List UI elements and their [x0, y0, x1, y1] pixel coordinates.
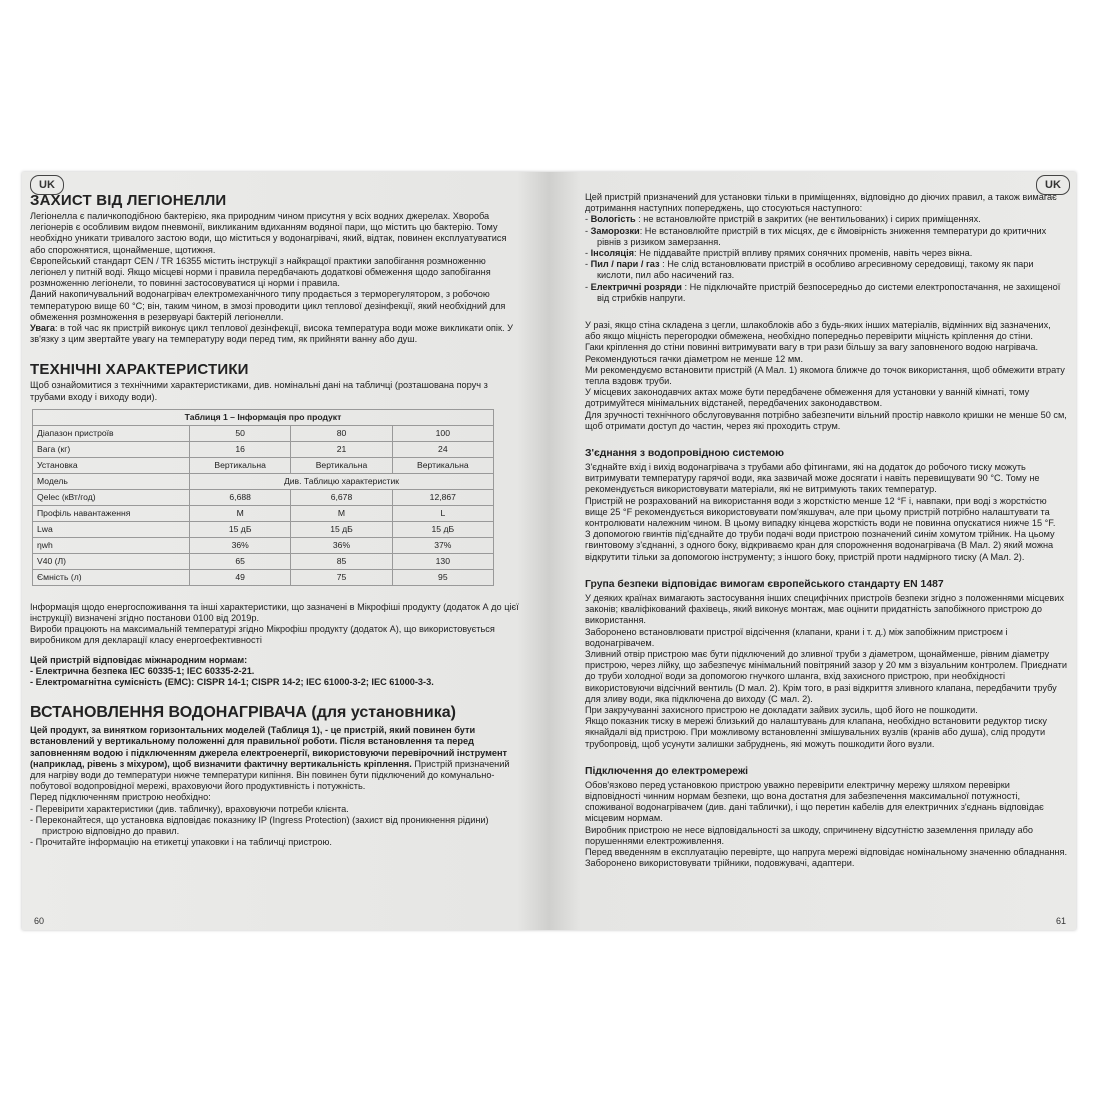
table-cell: 36% — [291, 537, 392, 553]
table-cell: 15 дБ — [392, 521, 493, 537]
condition-text: : Не встановлюйте пристрій в тих місцях, де є ймовірність зниження температури до критичних рівнів з ризиком замерзання. — [597, 225, 1047, 247]
safety-paragraph: При закручуванні захисного пристрою не докладати зайвих зусиль, щоб його не пошкодити. — [585, 704, 978, 715]
table-cell: 15 дБ — [291, 521, 392, 537]
table-cell: 24 — [392, 441, 493, 457]
norms-title: Цей пристрій відповідає міжнародним нормам: — [30, 654, 248, 665]
table-cell: Профіль навантаження — [33, 505, 190, 521]
table-header-cell: 100 — [392, 425, 493, 441]
table-cell: 6,678 — [291, 489, 392, 505]
table-cell: ηwh — [33, 537, 190, 553]
norm-item: - Електрична безпека IEC 60335-1; IEC 60335-2-21. — [30, 665, 255, 676]
connection-paragraph: З допомогою гвинтів під'єднайте до труби подачі води пристрою позначений синім хомутом трійник. На цьому гвинтовому з'єднанні, з одного боку, відкриваємо кран для спорожнення водонагрівача (B Мал. 2) який можна відкрутити тільки за допомогою інструменту; з іншого боку, пристрій проти надмірного тиску (A Мал. 2). — [585, 529, 1055, 562]
tech-intro: Щоб ознайомитися з технічними характеристиками, див. номінальні дані на табличці (розташована поруч з трубами входу і виходу води). — [30, 380, 488, 402]
condition-text: : Не підключайте пристрій безпосередньо до системи електропостачання, не захищеної від стрибків напруги. — [597, 281, 1061, 303]
condition-text: : не встановлюйте пристрій в закритих (не вентильованих) і сирих приміщеннях. — [635, 214, 981, 225]
language-badge: UK — [1036, 175, 1070, 195]
connection-paragraph: Пристрій не розрахований на використання води з жорсткістю менше 12 °F і, навпаки, при воді з жорсткістю вище 25 °F рекомендується використовувати пом'якшувач, але при цьому пристрій потрібно налаштувати та контролювати належним чином. В цьому випадку кінцева жорсткість води не повинна опускатися нижче 15 °F. — [585, 495, 1056, 529]
legionella-title: ЗАХИСТ ВІД ЛЕГІОНЕЛЛИ — [30, 192, 227, 209]
table-cell: V40 (Л) — [33, 553, 190, 569]
table-header-cell: 80 — [291, 425, 392, 441]
left-page — [22, 172, 549, 930]
condition-item: - Заморозки: Не встановлюйте пристрій в тих місцях, де є ймовірність зниження температури до критичних рівнів з ризиком замерзання. — [585, 225, 1047, 247]
table-cell: Lwa — [33, 521, 190, 537]
right-page — [549, 172, 1076, 930]
table-cell: Вертикальна — [291, 457, 392, 473]
table-row — [33, 457, 494, 473]
table-cell: Див. Таблицю характеристик — [190, 473, 494, 489]
warning-label: Увага — [30, 323, 55, 334]
conditions-list — [585, 214, 1067, 304]
condition-label: Інсоляція — [590, 248, 634, 259]
before-label: Перед підключенням пристрою необхідно: — [30, 792, 211, 803]
connection-paragraph: З'єднайте вхід і вихід водонагрівача з трубами або фітингами, які на додаток до робочого тиску можуть витримувати температуру гарячої води, яка зазвичай може досягати і навіть перевищувати 90 °C. Тому не рекомендується використовувати матеріали, які не витримують таких температур. — [585, 462, 1040, 495]
table-cell: M — [291, 505, 392, 521]
table-cell: 21 — [291, 441, 392, 457]
safety-paragraph: У деяких країнах вимагають застосування інших специфічних пристроїв безпеки згідно з положеннями місцевих законів; кваліфікований фахівець, який виконує монтаж, має оцінити придатність запобіжного пристрою до використання. — [585, 592, 1064, 626]
table-cell: 95 — [392, 569, 493, 585]
safety-paragraph: Заборонено встановлювати пристрої відсічення (клапани, крани і т. д.) між запобіжним пристроєм і водонагрівачем. — [585, 626, 1008, 648]
table-cell: 49 — [190, 569, 291, 585]
table-cell: 36% — [190, 537, 291, 553]
left-column — [30, 192, 520, 849]
electric-paragraph: Виробник пристрою не несе відповідальності за шкоду, спричинену відсутністю заземлення приладу або порушеннями електроживлення. — [585, 824, 1034, 846]
table-cell: M — [190, 505, 291, 521]
table-cell: 6,688 — [190, 489, 291, 505]
table-cell: 75 — [291, 569, 392, 585]
warning-text: : в той час як пристрій виконує цикл теплової дезінфекції, висока температура води може викликати опік. У зв'язку з цим звертайте увагу на температуру води перед тим, як прийняти ванну або душ. — [30, 323, 513, 345]
wall-paragraph: Для зручності технічного обслуговування потрібно забезпечити вільний простір навколо кришки не менше 50 см, щоб отримати доступ до частин, через які проходить струм. — [585, 409, 1067, 431]
table-cell: Qelec (кВт/год) — [33, 489, 190, 505]
wall-paragraph: Ми рекомендуємо встановити пристрій (A Мал. 1) якомога ближче до точок використання, щоб обмежити втрату тепла вздовж труби. — [585, 364, 1065, 387]
legionella-paragraph: Легіонелла є паличкоподібною бактерією, яка природним чином присутня у всіх водних джерелах. Хвороба легіонерів є особливим видом пневмонії, викликаним вдиханням водяної пари, що містить цю бактерію. Тому необхідно уникати тривалого застою води, що міститься у водонагрівачі, який, відтак, повинен експлуатуватися або спорожнятися, щонайменше, щотижня. — [30, 211, 507, 255]
table-cell: Модель — [33, 473, 190, 489]
right-intro: Цей пристрій призначений для установки тільки в приміщеннях, відповідно до діючих правил, а також вимагає дотримання наступних попереджень, що стосуються наступного: — [585, 192, 1057, 214]
condition-item: - Інсоляція: Не піддавайте пристрій впливу прямих сонячних променів, навіть через вікна. — [585, 248, 973, 259]
table-caption: Таблиця 1 – Інформація про продукт — [33, 409, 494, 425]
table-cell: 65 — [190, 553, 291, 569]
wall-paragraph: Гаки кріплення до стіни повинні витримувати вагу в три рази більшу за вагу заповненого водою нагрівача. Рекомендуються гачки діаметром не менше 12 мм. — [585, 342, 1039, 364]
condition-label: Електричні розряди — [590, 281, 682, 292]
table-row — [33, 521, 494, 537]
table-row — [33, 569, 494, 585]
legionella-warning — [30, 323, 520, 345]
table-header-row — [33, 425, 494, 441]
table-cell: Установка — [33, 457, 190, 473]
table-cell: Ємність (л) — [33, 569, 190, 585]
install-bold-intro — [30, 725, 520, 792]
legionella-paragraph: Європейський стандарт CEN / TR 16355 містить інструкції з найкращої практики запобігання розмноженню легіонел у питній воді. Якщо місцеві норми і правила передбачають додаткові обмеження щодо запобігання розмноженню легіонели, то повинні застосовуватися ці норми і правила. — [30, 255, 491, 289]
table-cell: 16 — [190, 441, 291, 457]
page-number: 61 — [1055, 916, 1066, 926]
list-item: - Переконайтеся, що установка відповідає показнику IP (Ingress Protection) (захист від проникнення рідини) пристрою відповідно до правил. — [30, 814, 489, 837]
electric-paragraph: Перед введенням в експлуатацію перевірте, що напруга мережі відповідає номінальному значенню обладнання. — [585, 846, 1067, 857]
table-cell: Вертикальна — [190, 457, 291, 473]
page-number: 60 — [34, 916, 45, 926]
norm-item: - Електромагнітна сумісність (EMC): CISPR 14-1; CISPR 14-2; IEC 61000-3-2; IEC 61000-3-3. — [30, 677, 434, 688]
table-cell: 12,867 — [392, 489, 493, 505]
safety-paragraph: Зливний отвір пристрою має бути підключений до зливної труби з діаметром, щонайменше, рівним діаметру пристрою, через лійку, що забезпечує мінімальний повітряний зазор у 20 мм з візуальним контролем. Приєднати до труби холодної води за допомогою гнучкого шланга, вхід захисного пристрою, при необхідності використовуючи відсічний вентиль (D мал. 2). Крім того, в разі відкриття зливного клапана, передбачити трубу для зливу води, яка підключена до виходу (C мал. 2). — [585, 648, 1067, 704]
table-row — [33, 441, 494, 457]
table-row — [33, 489, 494, 505]
condition-item: - Електричні розряди : Не підключайте пристрій безпосередньо до системи електропостачання, не захищеної від стрибків напруги. — [585, 281, 1061, 303]
condition-item: - Вологість : не встановлюйте пристрій в закритих (не вентильованих) і сирих приміщеннях. — [585, 214, 981, 225]
table-header-cell: Діапазон пристроїв — [33, 425, 190, 441]
manual-spread — [22, 172, 1076, 930]
product-info-table — [32, 409, 494, 586]
install-para: Пристрій призначений для нагріву води до температури нижче температури кипіння. Він повинен бути підключений до комунально-побутової водопровідної мережі, враховуючи його продуктивність і потужність. — [30, 758, 510, 792]
install-bold-text: Цей продукт, за винятком горизонтальних моделей (Таблиця 1), - це пристрій, який повинен бути встановлений у вертикальному положенні для правильної роботи. Після встановлення та перед заповненням водою і підключенням джерела електроенергії, використовуючи перевірочний інструмент (наприклад, рівень з міхуром), щоб визначити фактичну вертикальність кріплення. — [30, 725, 508, 769]
table-cell: Вертикальна — [392, 457, 493, 473]
table-row — [33, 505, 494, 521]
condition-label: Заморозки — [590, 225, 640, 236]
table-cell: 37% — [392, 537, 493, 553]
connection-title: З'єднання з водопровідною системою — [585, 448, 784, 460]
list-item: - Перевірити характеристики (див. табличку), враховуючи потреби клієнта. — [30, 803, 349, 814]
table-cell: 15 дБ — [190, 521, 291, 537]
safety-paragraph: Якщо показник тиску в мережі близький до налаштувань для клапана, необхідно встановити редуктор тиску якнайдалі від пристрою. При можливому встановленні змішувальних вузлів (кранів або душа), слід продути трубопровід, щоб усунути залишки забруднень, які можуть пошкодити його вузли. — [585, 716, 1047, 749]
legionella-paragraph: Даний накопичувальний водонагрівач електромеханічного типу продається з терморегулятором, з робочою температурою вище 60 °C; він, таким чином, в змозі проводити цикл теплової дезінфекції, який необхідний для обмеження розмноження в резервуарі бактерій легіонелли. — [30, 289, 506, 322]
electric-title: Підключення до електромережі — [585, 765, 749, 777]
energy-info: Вироби працюють на максимальній температурі згідно Мікрофіш продукту (додаток А), що використовується виробником для декларації класу енергоефективності — [30, 624, 495, 646]
table-cell: 85 — [291, 553, 392, 569]
list-item: - Прочитайте інформацію на етикетці упаковки і на табличці пристрою. — [30, 837, 332, 848]
wall-paragraph: У місцевих законодавчих актах може бути передбачене обмеження для установки у ванній кімнаті, тому дотримуйтеся мінімальних відстаней, передбачених законодавством. — [585, 387, 1030, 409]
table-cell: L — [392, 505, 493, 521]
table-cell: Вага (кг) — [33, 441, 190, 457]
condition-label: Вологість — [590, 214, 636, 225]
language-badge: UK — [30, 175, 64, 195]
table-cell: 130 — [392, 553, 493, 569]
table-row — [33, 553, 494, 569]
table-header-cell: 50 — [190, 425, 291, 441]
install-checklist — [30, 804, 520, 849]
tech-title: ТЕХНІЧНІ ХАРАКТЕРИСТИКИ — [30, 361, 249, 379]
install-title: ВСТАНОВЛЕННЯ ВОДОНАГРІВАЧА (для установника) — [30, 704, 456, 722]
electric-paragraph: Заборонено використовувати трійники, подовжувачі, адаптери. — [585, 858, 855, 869]
electric-paragraph: Обов'язково перед установкою пристрою уважно перевірити електричну мережу шляхом перевірки відповідності чинним нормам безпеки, що вона достатня для забезпечення максимальної потужності, споживаної водонагрівачем (див. дані таблички), і що перетин кабелів для електричних з'єднань відповідає місцевим нормам. — [585, 779, 1044, 824]
safety-title: Група безпеки відповідає вимогам європейського стандарту EN 1487 — [585, 578, 944, 590]
condition-label: Пил / пари / газ — [590, 259, 660, 270]
table-row — [33, 473, 494, 489]
condition-text: : Не слід встановлювати пристрій в особливо агресивному середовищі, такому як пари кислоти, пил або насичений газ. — [597, 259, 1034, 281]
energy-info: Інформація щодо енергоспоживання та інші характеристики, що зазначені в Мікрофіші продукту (додаток А до цієї інструкції) визначені згідно постанови 0100 від 2019р. — [30, 601, 519, 624]
right-column — [585, 192, 1067, 869]
wall-paragraph: У разі, якщо стіна складена з цегли, шлакоблоків або з будь-яких інших матеріалів, відмінних від зазначених, або якщо міцність перегородки обмежена, необхідно попередньо перевірити міцність кріплення до стіни. — [585, 320, 1051, 342]
table-row — [33, 537, 494, 553]
condition-item: - Пил / пари / газ : Не слід встановлювати пристрій в особливо агресивному середовищі, такому як пари кислоти, пил або насичений газ. — [585, 259, 1034, 281]
condition-text: : Не піддавайте пристрій впливу прямих сонячних променів, навіть через вікна. — [633, 248, 973, 259]
